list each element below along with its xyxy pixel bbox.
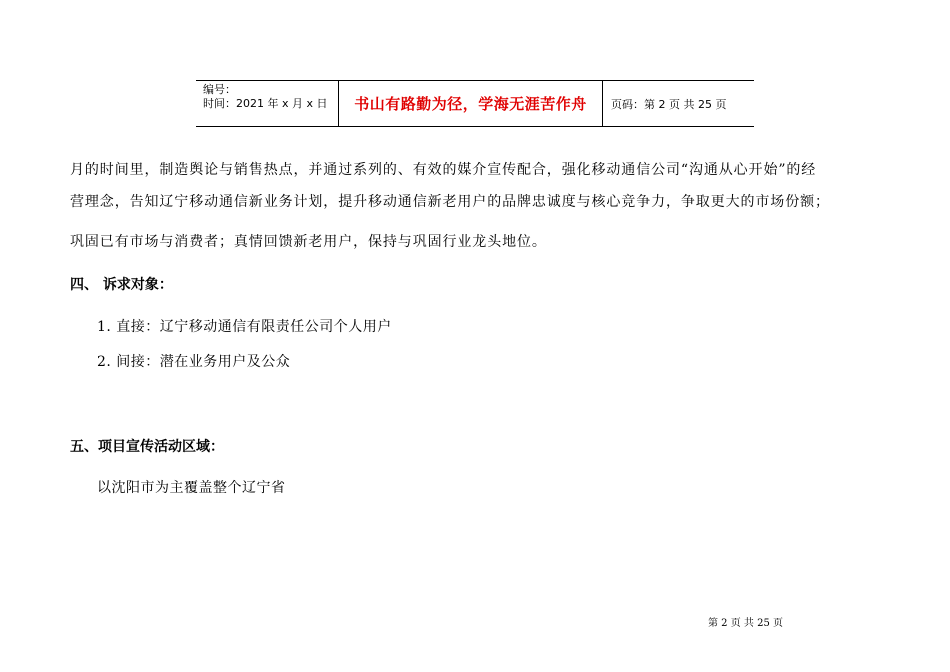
header-page-info: 页码：第 2 页 共 25 页 — [611, 97, 727, 111]
page-header — [196, 80, 754, 127]
page-footer: 第 2 页 共 25 页 — [708, 618, 783, 629]
section-5-text: 以沈阳市为主覆盖整个辽宁省 — [97, 480, 286, 496]
section-5-heading: 五、项目宣传活动区域： — [70, 439, 224, 455]
paragraph-line-3: 巩固已有市场与消费者；真情回馈新老用户，保持与巩固行业龙头地位。 — [70, 234, 547, 250]
section-4-heading: 四、 诉求对象： — [70, 277, 173, 293]
section-4-item-2: 2. 间接：潜在业务用户及公众 — [97, 354, 291, 370]
paragraph-line-2: 营理念，告知辽宁移动通信新业务计划，提升移动通信新老用户的品牌忠诚度与核心竞争力，争取更大的市场份额； — [70, 194, 830, 210]
document-number-label: 编号： — [203, 83, 236, 96]
header-motto: 书山有路勤为径，学海无涯苦作舟 — [339, 81, 603, 126]
section-4-item-1: 1. 直接：辽宁移动通信有限责任公司个人用户 — [97, 319, 392, 335]
document-date: 时间：2021 年 x 月 x 日 — [203, 97, 328, 110]
header-meta — [196, 81, 339, 126]
paragraph-line-1: 月的时间里，制造舆论与销售热点，并通过系列的、有效的媒介宣传配合，强化移动通信公司“沟通从心开始”的经 — [70, 162, 817, 178]
